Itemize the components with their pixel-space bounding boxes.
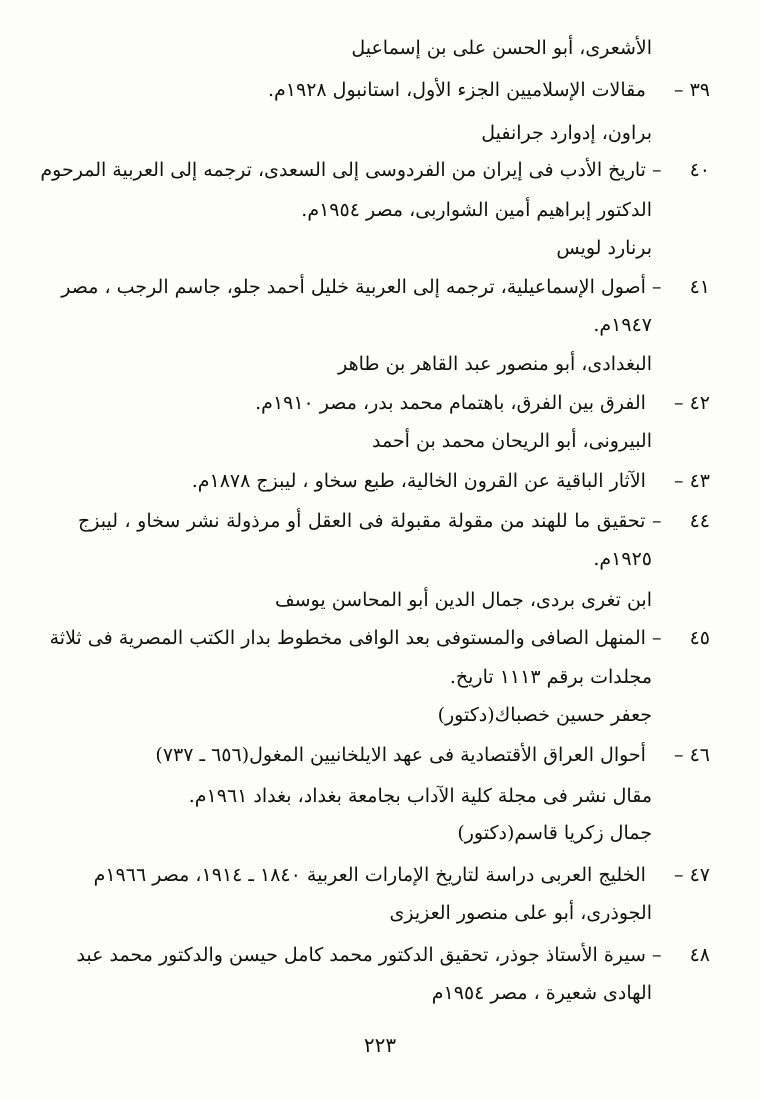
- bib-entry-45: [49, 623, 710, 653]
- author-line: جعفر حسين خصباك(دكتور): [437, 704, 652, 726]
- bib-entry-41: [61, 272, 710, 302]
- entry-text: سيرة الأستاذ جوذر، تحقيق الدكتور محمد كامل حيسن والدكتور محمد عبد: [76, 944, 646, 966]
- entry-number: ٤٧ –: [674, 864, 710, 886]
- bib-entry-40: [40, 155, 710, 185]
- author-line: برنارد لويس: [556, 237, 652, 259]
- entry-continuation: الهادى شعيرة ، مصر ١٩٥٤م: [431, 982, 652, 1004]
- entry-number: ٤٦ –: [674, 744, 710, 766]
- author-line: البيرونى، أبو الريحان محمد بن أحمد: [371, 430, 652, 452]
- entry-number: ٤٠ –: [652, 159, 710, 181]
- entry-number: ٤٨ –: [652, 944, 710, 966]
- author-line: الجوذرى، أبو على منصور العزيزى: [389, 902, 652, 924]
- author-line: الأشعرى، أبو الحسن على بن إسماعيل: [351, 37, 652, 59]
- entry-number: ٤٣ –: [674, 470, 710, 492]
- bib-entry-48: [78, 940, 710, 970]
- bib-entry-39: [268, 75, 710, 105]
- entry-continuation: مقال نشر فى مجلة كلية الآداب بجامعة بغداد، بغداد ١٩٦١م.: [188, 785, 652, 807]
- entry-number: ٣٩ –: [674, 79, 710, 101]
- entry-text: الفرق بين الفرق، باهتمام محمد بدر، مصر ١٩١٠م.: [255, 392, 646, 414]
- entry-continuation: ١٩٤٧م.: [593, 314, 652, 336]
- entry-number: ٤٤ –: [652, 510, 711, 532]
- entry-text: أصول الإسماعيلية، ترجمه إلى العربية خليل أحمد جلو، جاسم الرجب ، مصر: [61, 276, 646, 298]
- entry-text: الخليج العربى دراسة لتاريخ الإمارات العربية ١٨٤٠ ـ ١٩١٤، مصر ١٩٦٦م: [93, 864, 646, 886]
- entry-number: ٤٥ –: [652, 627, 710, 649]
- entry-text: أحوال العراق الأقتصادية فى عهد الايلخانيين المغول(٦٥٦ ـ ٧٣٧): [155, 744, 646, 766]
- entry-continuation: الدكتور إبراهيم أمين الشواربى، مصر ١٩٥٤م.: [301, 199, 652, 221]
- entry-continuation: مجلدات برقم ١١١٣ تاريخ.: [449, 666, 652, 688]
- entry-continuation: ١٩٢٥م.: [593, 548, 652, 570]
- entry-number: ٤١ –: [652, 276, 710, 298]
- bib-entry-46: [155, 740, 710, 770]
- page-number: ٢٢٣: [363, 1033, 397, 1057]
- bib-entry-44: [78, 506, 710, 536]
- bib-entry-47: [94, 860, 710, 890]
- author-line: ابن تغرى بردى، جمال الدين أبو المحاسن يوسف: [274, 589, 652, 611]
- entry-text: مقالات الإسلاميين الجزء الأول، استانبول ١٩٢٨م.: [267, 79, 646, 101]
- bib-entry-43: [192, 466, 710, 496]
- author-line: البغدادى، أبو منصور عبد القاهر بن طاهر: [338, 353, 652, 375]
- author-line: براون، إدوارد جرانفيل: [481, 122, 652, 144]
- entry-text: تاريخ الأدب فى إيران من الفردوسى إلى السعدى، ترجمه إلى العربية المرحوم: [40, 159, 646, 181]
- entry-text: تحقيق ما للهند من مقولة مقبولة فى العقل أو مرذولة نشر سخاو ، ليبزج: [78, 510, 646, 532]
- entry-number: ٤٢ –: [674, 392, 710, 414]
- author-line: جمال زكريا قاسم(دكتور): [457, 822, 652, 844]
- entry-text: المنهل الصافى والمستوفى بعد الوافى مخطوط بدار الكتب المصرية فى ثلاثة: [49, 627, 646, 649]
- entry-text: الآثار الباقية عن القرون الخالية، طبع سخاو ، ليبزج ١٨٧٨م.: [191, 470, 646, 492]
- bib-entry-42: [255, 388, 710, 418]
